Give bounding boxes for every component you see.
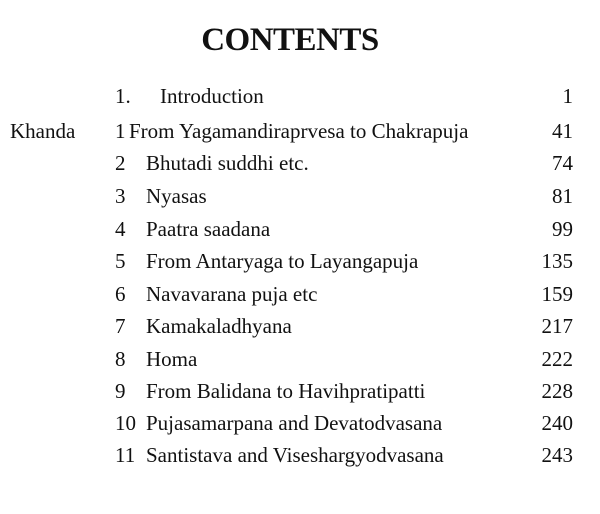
toc-entry [0,441,600,469]
entry-title: Paatra saadana [146,217,271,241]
entry-number: 7 [115,314,126,338]
entry-page: 99 [552,217,573,241]
entry-number: 1. [115,84,131,108]
toc-entry [0,215,600,243]
entry-page: 240 [541,411,573,435]
entry-number: 9 [115,379,126,403]
toc-entry [0,247,600,275]
entry-number: 8 [115,347,126,371]
toc-entry [0,312,600,340]
entry-title: Santistava and Viseshargyodvasana [146,443,444,467]
entry-page: 243 [541,443,573,467]
entry-number: 2 [115,151,126,175]
toc-entry [0,182,600,210]
entry-number: 6 [115,282,126,306]
toc-entry [0,117,600,145]
toc-entry [0,345,600,373]
entry-page: 228 [541,379,573,403]
entry-number: 3 [115,184,126,208]
toc-entry [0,409,600,437]
page-title: CONTENTS [201,22,379,58]
entry-page: 74 [552,151,573,175]
entry-number: 5 [115,249,126,273]
entry-page: 41 [552,119,573,143]
entry-title: From Antaryaga to Layangapuja [146,249,419,273]
entry-title: Navavarana puja etc [146,282,318,306]
entry-number: 10 [115,411,136,435]
entry-number: 11 [115,443,136,467]
entry-title: Introduction [160,84,264,108]
toc-entry [0,82,600,110]
entry-title: From Balidana to Havihpratipatti [146,379,426,403]
entry-title: Kamakaladhyana [146,314,292,338]
entry-title: From Yagamandiraprvesa to Chakrapuja [129,119,469,143]
entry-title: Pujasamarpana and Devatodvasana [146,411,443,435]
entry-page: 159 [541,282,573,306]
entry-page: 81 [552,184,573,208]
entry-title: Homa [146,347,198,371]
entry-number: 4 [115,217,126,241]
entry-page: 1 [562,84,573,108]
entry-number: 1 [115,119,126,143]
entry-page: 222 [541,347,573,371]
toc-entry [0,149,600,177]
toc-entry [0,377,600,405]
khanda-label: Khanda [10,119,76,143]
entry-page: 217 [541,314,573,338]
entry-page: 135 [541,249,573,273]
entry-title: Nyasas [146,184,207,208]
toc-entry [0,280,600,308]
entry-title: Bhutadi suddhi etc. [146,151,309,175]
